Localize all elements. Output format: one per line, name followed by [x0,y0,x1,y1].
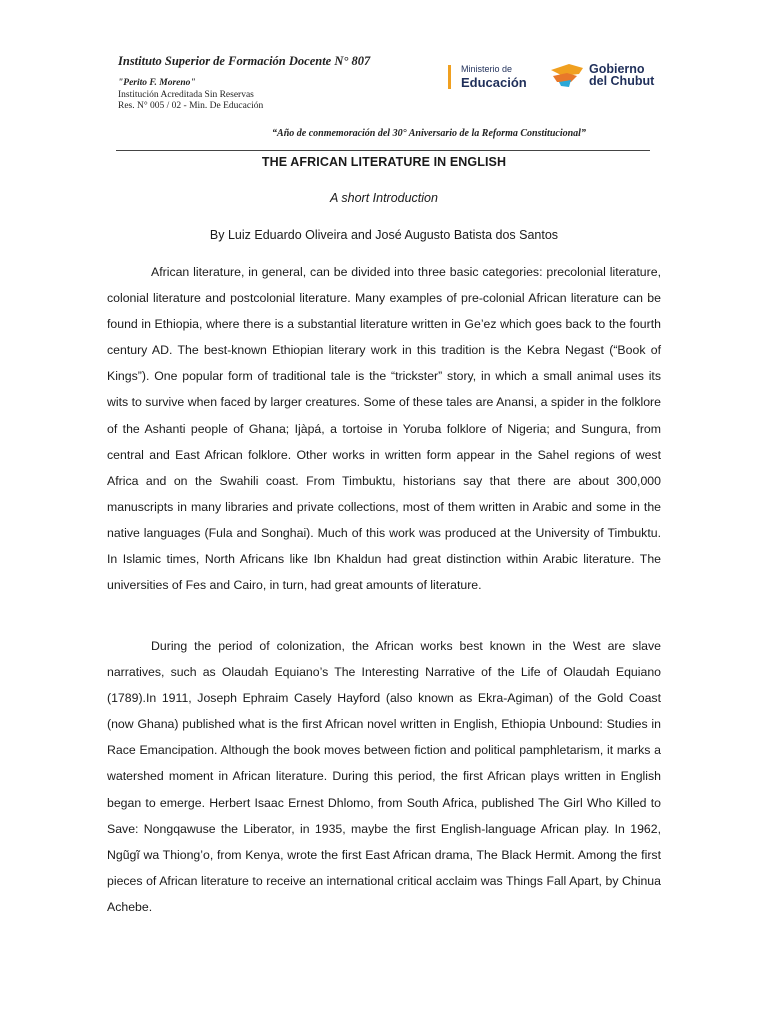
chubut-emblem-icon [549,62,585,88]
government-logo-line1: Gobierno [589,61,645,76]
year-motto [0,128,768,139]
ministry-logo-line2: Educación [461,75,527,90]
document-subtitle: A short Introduction [330,191,438,205]
government-logo-line2: del Chubut [589,74,655,88]
government-logo [549,62,654,88]
ministry-logo-bar [448,65,451,89]
letterhead [0,0,768,160]
resolution-line: Res. N° 005 / 02 - Min. De Educación [118,101,264,111]
ministry-logo [448,64,527,90]
institute-name: Instituto Superior de Formación Docente N° 807 [118,54,371,68]
institute-subname: "Perito F. Moreno" [118,78,196,88]
document-title: THE AFRICAN LITERATURE IN ENGLISH [261,155,507,169]
header-divider [116,150,650,151]
document-byline: By Luiz Eduardo Oliveira and José Augusto Batista dos Santos [209,228,559,242]
year-motto-text: “Año de conmemoración del 30° Aniversario de la Reforma Constitucional” [272,128,586,139]
paragraph-precolonial: African literature, in general, can be divided into three basic categories: precolonial literature, colonial literature and postcolonial literature. Many examples of pre-colonial African literature can be found in Ethiopia, where there is a substantial literature written in Ge’ez which goes back to the fourth century AD. The best-known Ethiopian literary work in this tradition is the Kebra Negast (“Book of Kings”). One popular form of traditional tale is the “trickster” story, in which a small animal uses its wits to survive when faced by larger creatures. Some of these tales are Anansi, a spider in the folklore of the Ashanti people of Ghana; Ijàpá, a tortoise in Yoruba folklore of Nigeria; and Sungura, from central and East African folklore. Other works in written form appear in the Sahel regions of west Africa and on the Swahili coast. From Timbuktu, historians say that there are about 300,000 manuscripts in many libraries and private collections, most of them written in Arabic and some in the native languages (Fula and Songhai). Much of this work was produced at the University of Timbuktu. In Islamic times, North Africans like Ibn Khaldun had great distinction within Arabic literature. The universities of Fes and Cairo, in turn, had great amounts of literature. [107,265,661,593]
paragraph-colonization: During the period of colonization, the African works best known in the West are slave narratives, such as Olaudah Equiano’s The Interesting Narrative of the Life of Olaudah Equiano (1789).In 1911, Joseph Ephraim Casely Hayford (also known as Ekra-Agiman) of the Gold Coast (now Ghana) published what is the first African novel written in English, Ethiopia Unbound: Studies in Race Emancipation. Although the book moves between fiction and political pamphletarism, it marks a watershed moment in African literature. During this period, the first African plays written in English began to emerge. Herbert Isaac Ernest Dhlomo, from South Africa, published The Girl Who Killed to Save: Nongqawuse the Liberator, in 1935, maybe the first English-language African play. In 1962, Ngũgĩ wa Thiong’o, from Kenya, wrote the first East African drama, The Black Hermit. Among the first pieces of African literature to receive an international critical acclaim was Things Fall Apart, by Chinua Achebe. [107,639,661,914]
ministry-logo-line1: Ministerio de [461,64,513,74]
accreditation-line: Institución Acreditada Sin Reservas [118,90,254,100]
